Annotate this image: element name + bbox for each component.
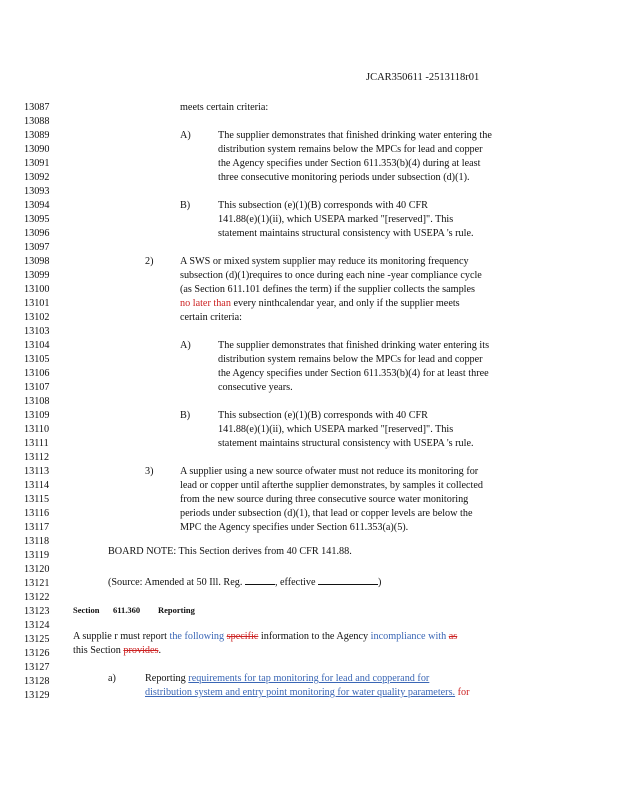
text-line: meets certain criteria: (180, 102, 269, 113)
text-line (145, 686, 470, 700)
line-number: 13097 (24, 242, 50, 253)
line-number: 13102 (24, 312, 50, 323)
line-number: 13122 (24, 592, 50, 603)
text-line: statement maintains structural consistency with USEPA 's rule. (218, 228, 474, 239)
line-number: 13107 (24, 382, 50, 393)
section-label: Section (73, 605, 100, 615)
line-number: 13096 (24, 228, 50, 239)
text-line: subsection (d)(1)requires to once during each nine -year compliance cycle (180, 270, 482, 281)
line-number: 13115 (24, 494, 50, 505)
text-line: certain criteria: (180, 312, 242, 323)
line-number: 13123 (24, 606, 50, 617)
text-line: 141.88(e)(1)(ii), which USEPA marked "[reserved]". This (218, 214, 454, 225)
item-label: 3) (145, 466, 154, 477)
text-line: the Agency specifies under Section 611.353(b)(4) for at least three (218, 368, 489, 379)
inserted-text: no later than (180, 298, 231, 309)
document-header: JCAR350611 -2513118r01 (366, 72, 480, 83)
item-label: B) (180, 410, 191, 421)
item-label: A) (180, 130, 191, 141)
line-number: 13099 (24, 270, 50, 281)
line-number: 13103 (24, 326, 50, 337)
text-line: statement maintains structural consistency with USEPA 's rule. (218, 438, 474, 449)
text-line: The supplier demonstrates that finished drinking water entering the (218, 130, 492, 141)
line-number: 13129 (24, 690, 50, 701)
line-number: 13124 (24, 620, 50, 631)
line-number: 13090 (24, 144, 50, 155)
text-line: This subsection (e)(1)(B) corresponds with 40 CFR (218, 200, 428, 211)
blank-line (318, 574, 378, 585)
text-line: lead or copper until afterthe supplier demonstrates, by samples it collected (180, 480, 483, 491)
line-number: 13106 (24, 368, 50, 379)
line-number: 13128 (24, 676, 50, 687)
line-number: 13121 (24, 578, 50, 589)
line-number: 13108 (24, 396, 50, 407)
line-number: 13100 (24, 284, 50, 295)
inserted-text: the following (169, 631, 225, 642)
line-number: 13091 (24, 158, 50, 169)
text-line: (as Section 611.101 defines the term) if the supplier collects the samples (180, 284, 475, 295)
line-number: 13126 (24, 648, 50, 659)
text-line: distribution system remains below the MPCs for lead and copper (218, 354, 483, 365)
deleted-text: as (448, 631, 458, 642)
text-span: A supplie r must report (73, 631, 170, 642)
line-number: 13089 (24, 130, 50, 141)
item-label: B) (180, 200, 191, 211)
text-line: A SWS or mixed system supplier may reduce its monitoring frequency (180, 256, 469, 267)
line-number: 13110 (24, 424, 50, 435)
line-number: 13101 (24, 298, 50, 309)
line-number: 13088 (24, 116, 50, 127)
deleted-text: provides (123, 645, 159, 656)
line-number: 13120 (24, 564, 50, 575)
line-number: 13127 (24, 662, 50, 673)
line-number: 13104 (24, 340, 50, 351)
line-number: 13095 (24, 214, 50, 225)
line-number: 13111 (24, 438, 49, 449)
text-line: The supplier demonstrates that finished drinking water entering its (218, 340, 490, 351)
inserted-text: incompliance with (370, 631, 447, 642)
text-span: (Source: Amended at 50 Ill. Reg. (108, 577, 243, 588)
text-span: this Section (73, 645, 124, 656)
text-line: the Agency specifies under Section 611.353(b)(4) during at least (218, 158, 481, 169)
text-line: A supplier using a new source ofwater must not reduce its monitoring for (180, 466, 479, 477)
text-line: distribution system remains below the MPCs for lead and copper (218, 144, 483, 155)
blank-line (245, 574, 275, 585)
line-number: 13125 (24, 634, 50, 645)
text-line: three consecutive monitoring periods under subsection (d)(1). (218, 172, 470, 183)
section-title: Reporting (158, 605, 195, 615)
deleted-text: specific (226, 631, 259, 642)
text-line: periods under subsection (d)(1), that lead or copper levels are below the (180, 508, 473, 519)
line-number: 13114 (24, 480, 50, 491)
line-number: 13098 (24, 256, 50, 267)
text-span: information to the Agency (258, 631, 371, 642)
item-label: 2) (145, 256, 154, 267)
item-label: a) (108, 673, 116, 684)
text-line (180, 297, 460, 311)
board-note: BOARD NOTE: This Section derives from 40 CFR 141.88. (108, 546, 352, 557)
text-span: ) (378, 577, 382, 588)
text-line: consecutive years. (218, 382, 293, 393)
line-number: 13092 (24, 172, 50, 183)
line-number: 13112 (24, 452, 50, 463)
line-number: 13118 (24, 536, 50, 547)
text-line (73, 630, 457, 644)
text-line: 141.88(e)(1)(ii), which USEPA marked "[reserved]". This (218, 424, 454, 435)
inserted-text: requirements for tap monitoring for lead and copperand for (188, 673, 430, 684)
inserted-text: for (457, 687, 470, 698)
source-note (108, 574, 381, 590)
text-line: MPC the Agency specifies under Section 611.353(a)(5). (180, 522, 409, 533)
line-number: 13094 (24, 200, 50, 211)
line-number: 13109 (24, 410, 50, 421)
text-line: This subsection (e)(1)(B) corresponds with 40 CFR (218, 410, 428, 421)
text-span: , effective (274, 577, 316, 588)
item-label: A) (180, 340, 191, 351)
line-number: 13105 (24, 354, 50, 365)
text-span: every ninthcalendar year, and only if the supplier meets (230, 298, 460, 309)
line-number: 13113 (24, 466, 50, 477)
line-number: 13093 (24, 186, 50, 197)
text-span: . (158, 645, 162, 656)
text-line (145, 672, 429, 686)
line-number: 13117 (24, 522, 50, 533)
section-number: 611.360 (113, 605, 141, 615)
line-number: 13119 (24, 550, 50, 561)
line-number: 13087 (24, 102, 50, 113)
text-line: from the new source during three consecutive source water monitoring (180, 494, 469, 505)
text-line (73, 644, 161, 658)
text-span: Reporting (145, 673, 189, 684)
line-number: 13116 (24, 508, 50, 519)
inserted-text: distribution system and entry point monitoring for water quality parameters. (145, 687, 456, 698)
